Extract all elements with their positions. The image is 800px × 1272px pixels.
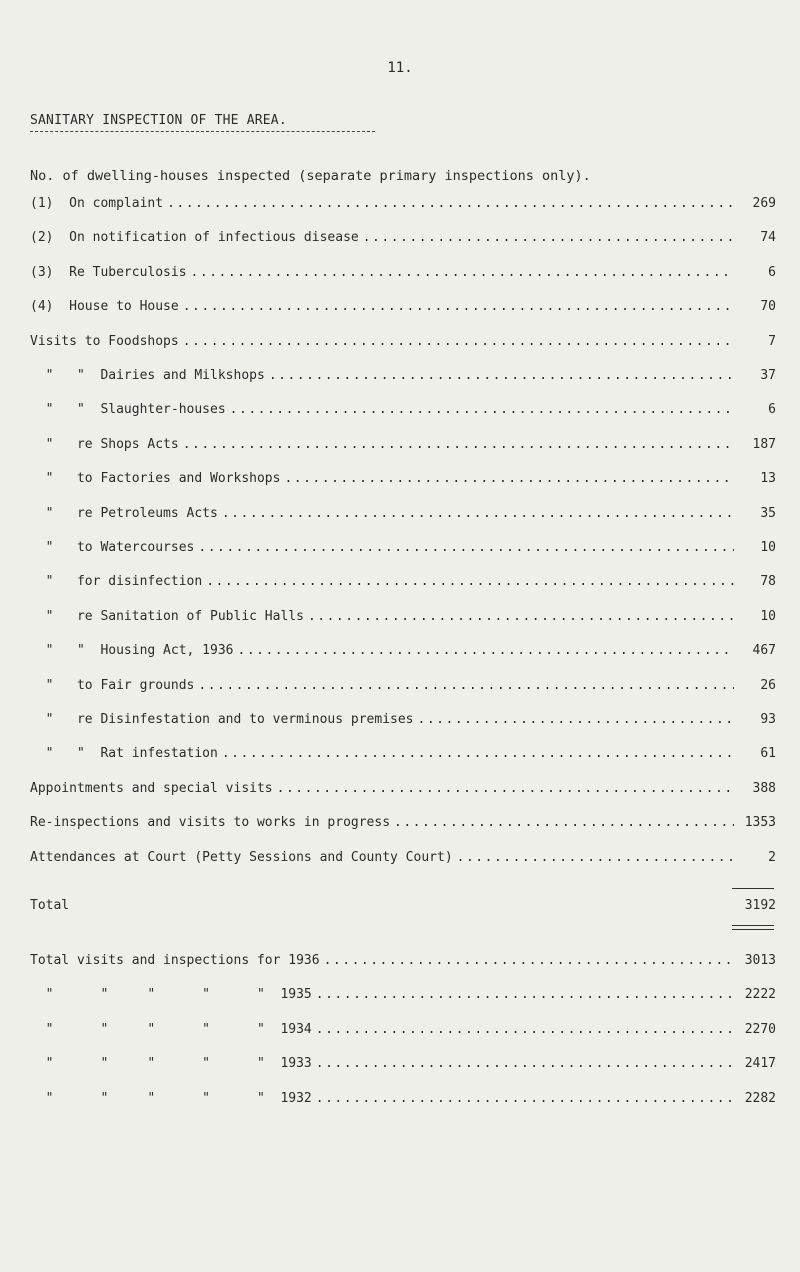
inspection-row-label: " re Disinfestation and to verminous premises [30,712,414,727]
dot-leader [230,402,734,417]
yearly-total-row [30,1022,776,1042]
inspection-row-value: 93 [760,712,776,727]
inspection-row-label: " re Shops Acts [30,436,179,452]
intro-text: No. of dwelling-houses inspected (separate primary inspections only). [30,168,591,184]
dot-leader [183,437,734,452]
inspection-row [30,540,776,560]
inspection-row [30,471,776,491]
dot-leader [363,230,734,245]
yearly-total-row [30,987,776,1007]
total-label: Total [30,898,70,913]
inspection-row-label: " re Petroleums Acts [30,505,218,521]
inspection-row-value: 6 [768,264,776,280]
yearly-total-row-label: " " " " " 1933 [30,1056,312,1072]
inspection-row-value: 388 [752,780,776,796]
yearly-total-row-value: 2270 [744,1021,776,1037]
inspection-row [30,746,776,766]
inspection-row [30,506,776,526]
dot-leader [308,609,734,624]
yearly-total-row-label: Total visits and inspections for 1936 [30,953,320,968]
inspection-row-label: (1) On complaint [30,196,164,211]
inspection-row-value: 1353 [744,815,776,831]
inspection-row [30,815,776,835]
yearly-total-row-value: 3013 [744,953,776,968]
inspection-row [30,299,776,319]
inspection-row-label: " " Dairies and Milkshops [30,368,265,383]
inspection-row-value: 35 [760,505,776,521]
yearly-total-row-value: 2222 [744,987,776,1003]
inspection-row-value: 37 [760,368,776,383]
total-rule-bottom [732,925,774,926]
inspection-row-value: 13 [760,471,776,487]
dot-leader [183,299,734,314]
dot-leader [222,746,734,761]
inspection-row-value: 74 [760,230,776,246]
yearly-total-row-label: " " " " " 1932 [30,1090,312,1106]
inspection-row-value: 10 [760,608,776,624]
yearly-total-row-value: 2282 [744,1090,776,1106]
inspection-row-label: " " Rat infestation [30,746,218,762]
section-heading: SANITARY INSPECTION OF THE AREA. [30,113,287,128]
inspection-row-value: 269 [752,196,776,211]
inspection-row-label: " for disinfection [30,574,203,590]
dot-leader [222,506,734,521]
dot-leader [316,1091,734,1106]
dot-leader [183,334,734,349]
inspection-row-value: 467 [752,643,776,659]
yearly-total-row [30,953,776,973]
dot-leader [167,196,734,211]
inspection-row [30,609,776,629]
dot-leader [418,712,734,727]
inspection-row-label: Appointments and special visits [30,780,273,796]
inspection-row-label: Visits to Foodshops [30,333,179,349]
dot-leader [457,850,734,865]
inspection-row-label: (2) On notification of infectious disease [30,230,359,246]
inspection-row-label: (3) Re Tuberculosis [30,264,187,280]
dot-leader [316,1056,734,1071]
inspection-row [30,437,776,457]
dot-leader [269,368,734,383]
total-rule-bottom-double [732,929,774,930]
inspection-row-value: 187 [752,436,776,452]
dot-leader [198,540,734,555]
dot-leader [277,781,734,796]
dot-leader [238,643,735,658]
inspection-row [30,402,776,422]
yearly-total-row [30,1056,776,1076]
inspection-row-label: Attendances at Court (Petty Sessions and County Court) [30,849,453,865]
yearly-total-row [30,1091,776,1111]
yearly-total-row-label: " " " " " 1934 [30,1021,312,1037]
inspection-row-label: " to Watercourses [30,540,195,555]
inspection-row-value: 10 [760,540,776,555]
inspection-row-value: 26 [760,677,776,693]
inspection-row-label: " to Factories and Workshops [30,471,281,487]
dot-leader [316,1022,734,1037]
inspection-row [30,850,776,870]
dot-leader [324,953,734,968]
total-row [30,898,776,913]
inspection-row [30,781,776,801]
total-rule-top [732,888,774,889]
page-number: 11. [387,60,413,76]
dot-leader [206,574,734,589]
inspection-row-label: Re-inspections and visits to works in progress [30,815,391,831]
inspection-row [30,643,776,663]
yearly-total-row-label: " " " " " 1935 [30,987,312,1003]
total-value: 3192 [744,898,776,913]
inspection-row [30,334,776,354]
yearly-total-row-value: 2417 [744,1056,776,1072]
inspection-row [30,368,776,388]
heading-underline [30,131,375,132]
inspection-row-value: 61 [760,746,776,762]
inspection-row [30,712,776,732]
dot-leader [191,265,734,280]
inspection-row-label: " " Housing Act, 1936 [30,643,234,659]
inspection-row-value: 78 [760,574,776,590]
inspection-row [30,265,776,285]
dot-leader [284,471,734,486]
inspection-row [30,230,776,250]
dot-leader [198,678,734,693]
inspection-row-label: " to Fair grounds [30,677,195,693]
inspection-row-value: 70 [760,299,776,315]
inspection-row-label: (4) House to House [30,299,179,315]
inspection-row-value: 2 [768,849,776,865]
dot-leader [316,987,734,1002]
inspection-row [30,196,776,216]
inspection-row-value: 7 [768,333,776,349]
inspection-row-label: " " Slaughter-houses [30,402,226,418]
inspection-row [30,574,776,594]
dot-leader [394,815,734,830]
inspection-row-value: 6 [768,402,776,418]
inspection-row [30,678,776,698]
inspection-row-label: " re Sanitation of Public Halls [30,608,304,624]
